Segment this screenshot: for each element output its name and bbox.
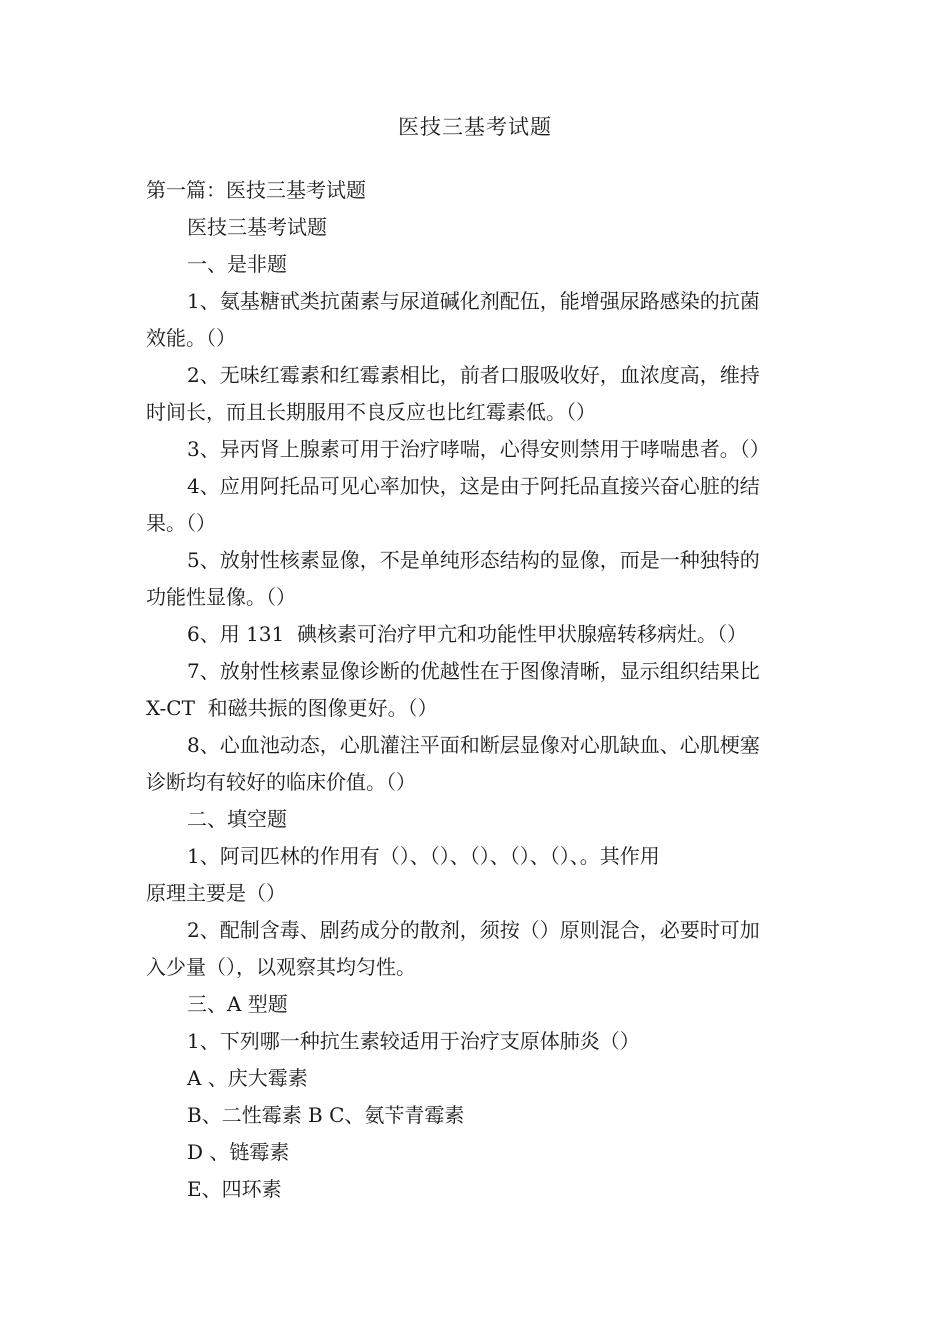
- answer-option: A 、庆大霉素: [187, 1066, 308, 1090]
- document-body: [146, 172, 810, 1208]
- question-line: 3、异丙肾上腺素可用于治疗哮喘，心得安则禁用于哮喘患者。（）: [187, 437, 770, 461]
- question-line: 1、氨基糖甙类抗菌素与尿道碱化剂配伍，能增强尿路感染的抗菌: [187, 289, 760, 313]
- question-line: 入少量（），以观察其均匀性。: [146, 955, 416, 979]
- question-line: 功能性显像。（）: [146, 585, 296, 609]
- question-line: X-CT 和磁共振的图像更好。（）: [146, 696, 438, 720]
- question-line: 原理主要是（）: [146, 881, 286, 905]
- question-line: 6、用 131 碘核素可治疗甲亢和功能性甲状腺癌转移病灶。（）: [187, 622, 747, 646]
- question-line: 效能。（）: [146, 326, 236, 350]
- fill-blank-heading: 二、填空题: [187, 807, 287, 831]
- question-line: 1、阿司匹林的作用有（）、（）、（）、（）、（）、。其作用: [187, 844, 660, 868]
- question-line: 7、放射性核素显像诊断的优越性在于图像清晰，显示组织结果比: [187, 659, 760, 683]
- true-false-heading: 一、是非题: [187, 252, 287, 276]
- document-title: 医技三基考试题: [398, 115, 552, 139]
- question-line: 2、无味红霉素和红霉素相比，前者口服吸收好，血浓度高，维持: [187, 363, 760, 387]
- answer-option: B、二性霉素 B C、氨苄青霉素: [187, 1103, 465, 1127]
- question-line: 8、心血池动态，心肌灌注平面和断层显像对心肌缺血、心肌梗塞: [187, 733, 760, 757]
- question-line: 5、放射性核素显像，不是单纯形态结构的显像，而是一种独特的: [187, 548, 760, 572]
- answer-option: E、四环素: [187, 1177, 282, 1201]
- question-line: 时间长，而且长期服用不良反应也比红霉素低。（）: [146, 400, 596, 424]
- chapter-heading: 第一篇：医技三基考试题: [146, 178, 366, 202]
- question-line: 诊断均有较好的临床价值。（）: [146, 770, 416, 794]
- question-line: 2、配制含毒、剧药成分的散剂，须按（）原则混合，必要时可加: [187, 918, 760, 942]
- question-stem: 1、下列哪一种抗生素较适用于治疗支原体肺炎（）: [187, 1029, 640, 1053]
- question-line: 4、应用阿托品可见心率加快，这是由于阿托品直接兴奋心脏的结: [187, 474, 760, 498]
- section-subtitle: 医技三基考试题: [187, 215, 327, 239]
- answer-option: D 、链霉素: [187, 1140, 290, 1164]
- type-a-heading: 三、A 型题: [187, 992, 288, 1016]
- question-line: 果。（）: [146, 511, 216, 535]
